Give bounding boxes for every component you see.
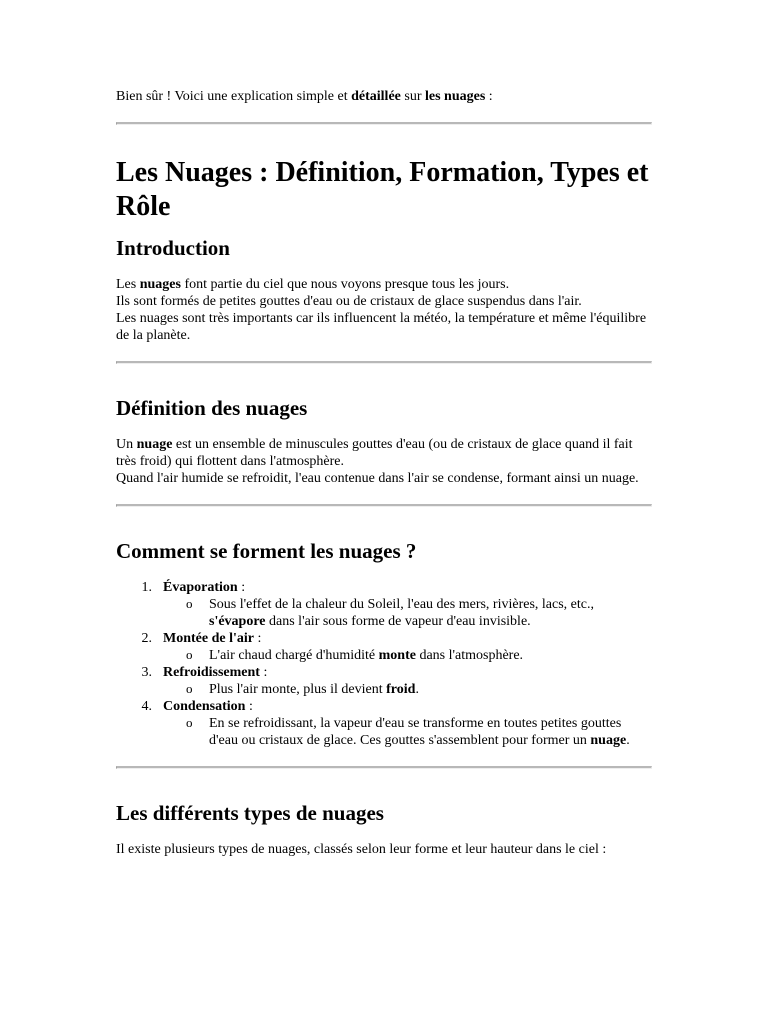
bold-nuages: nuages xyxy=(139,277,181,292)
text-span: est un ensemble de minuscules gouttes d'eau (ou de cristaux de glace quand il fait très froid) qui flottent dans l'atmosphère. xyxy=(116,437,633,469)
list-number: 3. xyxy=(141,665,152,680)
text-span: Les nuages sont très importants car ils influencent la météo, la température et même l'équilibre de la planète. xyxy=(116,311,647,343)
circle-bullet-icon: o xyxy=(186,681,193,696)
list-item xyxy=(116,630,652,664)
text-span: Plus l'air monte, plus il devient xyxy=(209,682,387,697)
intro-bold-detaillee: détaillée xyxy=(351,89,401,104)
document-content xyxy=(116,88,652,858)
text-span: En se refroidissant, la vapeur d'eau se transforme en toutes petites gouttes d'eau ou cristaux de glace. Ces gouttes s'assemblent pour former un xyxy=(209,716,622,748)
intro-bold-les-nuages: les nuages xyxy=(425,89,486,104)
list-number: 1. xyxy=(141,580,152,595)
intro-text: Bien sûr ! Voici une explication simple et xyxy=(116,89,352,104)
bold-term: monte xyxy=(378,648,416,663)
text-span: : xyxy=(259,665,268,680)
introduction-paragraph xyxy=(116,276,652,344)
step-label: Montée de l'air xyxy=(163,631,254,646)
intro-text: : xyxy=(485,89,493,104)
sub-list xyxy=(163,596,652,630)
list-number: 4. xyxy=(141,699,152,714)
formation-steps-list xyxy=(116,579,652,749)
step-label: Refroidissement xyxy=(163,665,260,680)
sub-list-item xyxy=(163,715,652,749)
text-span: . xyxy=(626,733,630,748)
text-span: dans l'air sous forme de vapeur d'eau invisible. xyxy=(265,614,531,629)
sub-list xyxy=(163,647,652,664)
sub-list xyxy=(163,715,652,749)
list-number: 2. xyxy=(141,631,152,646)
text-span: font partie du ciel que nous voyons presque tous les jours. xyxy=(180,277,510,292)
section-heading-formation: Comment se forment les nuages ? xyxy=(116,539,417,563)
section-heading-definition: Définition des nuages xyxy=(116,396,308,420)
list-item xyxy=(116,698,652,749)
definition-paragraph xyxy=(116,436,652,487)
text-span: . xyxy=(415,682,419,697)
intro-sentence xyxy=(116,88,652,105)
text-span: Les xyxy=(116,277,140,292)
page-title: Les Nuages : Définition, Formation, Types et Rôle xyxy=(116,157,649,222)
horizontal-rule xyxy=(116,361,652,364)
text-span: Quand l'air humide se refroidit, l'eau contenue dans l'air se condense, formant ainsi un nuage. xyxy=(116,471,639,486)
text-span: L'air chaud chargé d'humidité xyxy=(209,648,379,663)
sub-list-item xyxy=(163,596,652,630)
text-span: Ils sont formés de petites gouttes d'eau ou de cristaux de glace suspendus dans l'air. xyxy=(116,294,582,309)
text-span: Sous l'effet de la chaleur du Soleil, l'eau des mers, rivières, lacs, etc., xyxy=(209,597,594,612)
section-heading-types: Les différents types de nuages xyxy=(116,801,384,825)
horizontal-rule xyxy=(116,766,652,769)
text-span: dans l'atmosphère. xyxy=(415,648,524,663)
horizontal-rule xyxy=(116,504,652,507)
circle-bullet-icon: o xyxy=(186,647,193,662)
types-paragraph: Il existe plusieurs types de nuages, classés selon leur forme et leur hauteur dans le ciel : xyxy=(116,842,607,857)
text-span: : xyxy=(237,580,246,595)
list-item xyxy=(116,579,652,630)
sub-list-item xyxy=(163,647,652,664)
step-label: Condensation xyxy=(163,699,246,714)
sub-list xyxy=(163,681,652,698)
text-span: Un xyxy=(116,437,137,452)
sub-list-item xyxy=(163,681,652,698)
section-heading-introduction: Introduction xyxy=(116,236,230,260)
bold-term: froid xyxy=(386,682,416,697)
bold-term: nuage xyxy=(590,733,627,748)
horizontal-rule xyxy=(116,122,652,125)
list-item xyxy=(116,664,652,698)
text-span: : xyxy=(245,699,253,714)
text-span: : xyxy=(253,631,262,646)
circle-bullet-icon: o xyxy=(186,596,193,611)
bold-nuage: nuage xyxy=(136,437,173,452)
circle-bullet-icon: o xyxy=(186,715,193,730)
intro-text: sur xyxy=(400,89,425,104)
step-label: Évaporation xyxy=(163,580,238,595)
bold-term: s'évapore xyxy=(209,614,266,629)
